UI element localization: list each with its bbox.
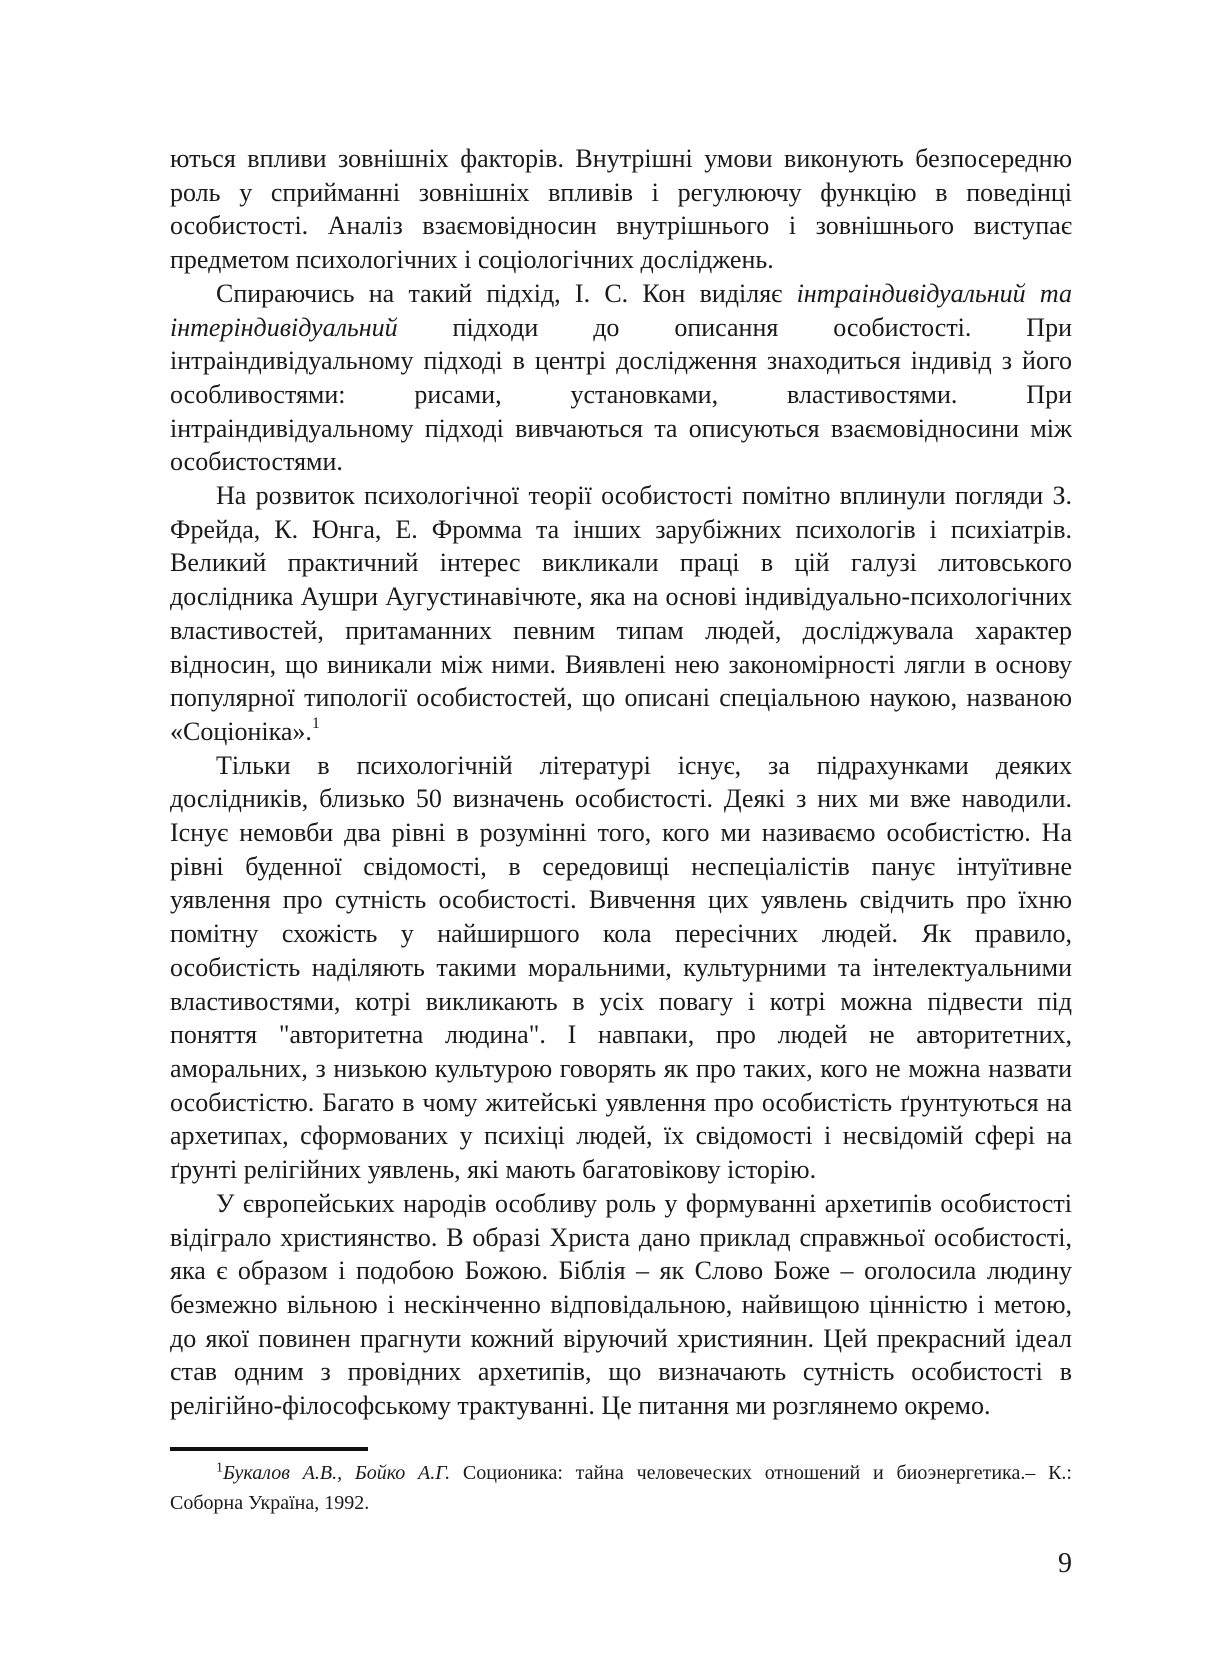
footnote — [170, 1458, 1072, 1518]
paragraph-2-before: Спираючись на такий підхід, І. С. Кон виділяє — [216, 278, 797, 308]
paragraph-2-italic: інтраіндивідуальний та інтеріндивідуальний — [170, 278, 1072, 342]
footnote-number: 1 — [216, 1460, 223, 1476]
page-number: 9 — [1058, 1548, 1072, 1579]
paragraph-4: Тільки в психологічній літературі існує, за підрахунками деяких дослідників, близько 50 визначень особистості. Деякі з них ми вже наводили. Існує немовби два рівні в розумінні того, кого ми називаємо особистістю. На рівні буденної свідомості, в середовищі неспеціалістів панує інтуїтивне уявлення про сутність особистості. Вивчення цих уявлень свідчить про їхню помітну схожість у найширшого кола пересічних людей. Як правило, особистість наділяють такими моральними, культурними та інтелектуальними властивостями, котрі викликають в усіх повагу і котрі можна підвести під поняття "авторитетна людина". І навпаки, про людей не авторитетних, аморальних, з низькою культурою говорять як про таких, кого не можна назвати особистістю. Багато в чому житейські уявлення про особистість ґрунтуються на архетипах, сформованих у психіці людей, їх свідомості і несвідомій сфері на ґрунті релігійних уявлень, які мають багатовікову історію. — [170, 750, 1072, 1185]
footnote-authors: Букалов А.В., Бойко А.Г. — [223, 1462, 451, 1484]
paragraph-2 — [170, 277, 1072, 479]
paragraph-3 — [170, 479, 1072, 749]
footnote-reference[interactable]: 1 — [311, 715, 320, 733]
paragraph-5: У європейських народів особливу роль у формуванні архетипів особистості відіграло християнство. В образі Христа дано приклад справжньої особистості, яка є образом і подобою Божою. Біблія – як Слово Боже – оголосила людину безмежно вільною і нескінченно відповідальною, найвищою цінністю і метою, до якої повинен прагнути кожний віруючий християнин. Цей прекрасний ідеал став одним з провідних архетипів, що визначають сутність особистості в релігійно-філософському трактуванні. Це питання ми розглянемо окремо. — [170, 1188, 1072, 1421]
footnote-text: Соционика: тайна человеческих отношений и биоэнергетика.– К.: Соборна Україна, 1992. — [170, 1462, 1072, 1514]
paragraph-1: ються впливи зовнішніх факторів. Внутрішні умови виконують безпосередню роль у сприйманні зовнішніх впливів і регулюючу функцію в поведінці особистості. Аналіз взаємовідносин внутрішнього і зовнішнього виступає предметом психологічних і соціологічних досліджень. — [170, 144, 1072, 275]
paragraph-3-text: На розвиток психологічної теорії особистості помітно вплинули погляди З. Фрейда, К. Юнга, Е. Фромма та інших зарубіжних психологів і психіатрів. Великий практичний інтерес викликали праці в цій галузі литовського дослідника Аушри Аугустинавічюте, яка на основі індивідуально-психологічних властивостей, притаманних певним типам людей, досліджувала характер відносин, що виникали між ними. Виявлені нею закономірності лягли в основу популярної типології особистостей, що описані спеціальною наукою, названою «Соціоніка». — [170, 481, 1072, 746]
footnote-separator — [170, 1447, 368, 1451]
page-body — [170, 142, 1072, 1423]
paragraph-2-after: підходи до описання особистості. При інтраіндивідуальному підході в центрі дослідження знаходиться індивід з його особливостями: рисами, установками, властивостями. При інтраіндивідуальному підході вивчаються та описуються взаємовідносини між особистостями. — [170, 312, 1072, 477]
